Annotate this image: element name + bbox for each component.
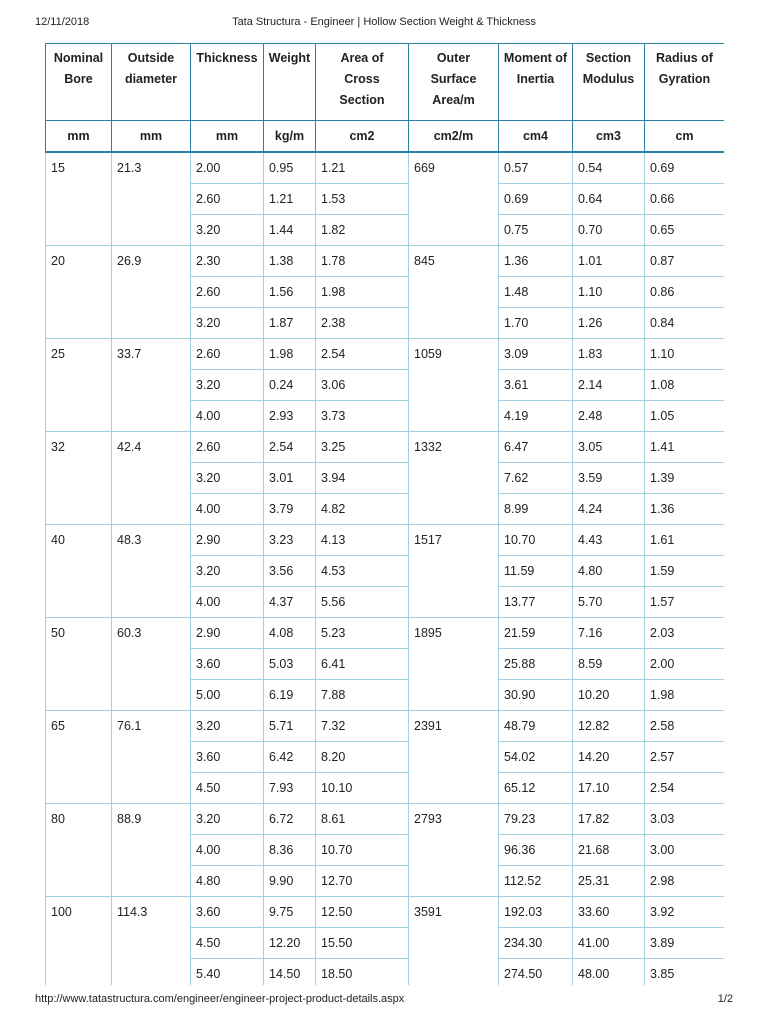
thickness-cell: 2.60 bbox=[191, 432, 264, 463]
radius-of-gyration-cell: 0.66 bbox=[645, 184, 725, 215]
section-modulus-cell: 0.54 bbox=[573, 152, 645, 184]
column-header: Area of Cross Section bbox=[316, 44, 409, 121]
radius-of-gyration-cell: 2.57 bbox=[645, 742, 725, 773]
weight-cell: 4.08 bbox=[264, 618, 316, 649]
radius-of-gyration-cell: 3.03 bbox=[645, 804, 725, 835]
section-modulus-cell: 4.43 bbox=[573, 525, 645, 556]
weight-cell: 3.23 bbox=[264, 525, 316, 556]
outer-surface-area-cell: 1059 bbox=[409, 339, 499, 432]
section-modulus-cell: 12.82 bbox=[573, 711, 645, 742]
unit-header: mm bbox=[191, 121, 264, 153]
section-modulus-cell: 7.16 bbox=[573, 618, 645, 649]
cross-section-area-cell: 4.13 bbox=[316, 525, 409, 556]
cross-section-area-cell: 18.50 bbox=[316, 959, 409, 986]
moment-of-inertia-cell: 7.62 bbox=[499, 463, 573, 494]
cross-section-area-cell: 4.82 bbox=[316, 494, 409, 525]
weight-cell: 4.37 bbox=[264, 587, 316, 618]
thickness-cell: 4.80 bbox=[191, 866, 264, 897]
section-modulus-cell: 0.70 bbox=[573, 215, 645, 246]
thickness-cell: 4.00 bbox=[191, 587, 264, 618]
column-header: Outside diameter bbox=[112, 44, 191, 121]
thickness-cell: 2.60 bbox=[191, 277, 264, 308]
section-modulus-cell: 0.64 bbox=[573, 184, 645, 215]
nominal-bore-cell: 100 bbox=[46, 897, 112, 986]
moment-of-inertia-cell: 4.19 bbox=[499, 401, 573, 432]
radius-of-gyration-cell: 1.57 bbox=[645, 587, 725, 618]
radius-of-gyration-cell: 3.00 bbox=[645, 835, 725, 866]
column-header: Moment of Inertia bbox=[499, 44, 573, 121]
thickness-cell: 3.60 bbox=[191, 742, 264, 773]
section-modulus-cell: 1.83 bbox=[573, 339, 645, 370]
table-row bbox=[46, 339, 725, 370]
weight-cell: 3.01 bbox=[264, 463, 316, 494]
thickness-cell: 4.50 bbox=[191, 773, 264, 804]
radius-of-gyration-cell: 2.54 bbox=[645, 773, 725, 804]
unit-header: cm2/m bbox=[409, 121, 499, 153]
moment-of-inertia-cell: 13.77 bbox=[499, 587, 573, 618]
section-modulus-cell: 41.00 bbox=[573, 928, 645, 959]
outer-surface-area-cell: 1517 bbox=[409, 525, 499, 618]
weight-cell: 1.56 bbox=[264, 277, 316, 308]
radius-of-gyration-cell: 2.00 bbox=[645, 649, 725, 680]
moment-of-inertia-cell: 65.12 bbox=[499, 773, 573, 804]
radius-of-gyration-cell: 0.84 bbox=[645, 308, 725, 339]
moment-of-inertia-cell: 54.02 bbox=[499, 742, 573, 773]
radius-of-gyration-cell: 3.85 bbox=[645, 959, 725, 986]
moment-of-inertia-cell: 112.52 bbox=[499, 866, 573, 897]
moment-of-inertia-cell: 25.88 bbox=[499, 649, 573, 680]
outside-diameter-cell: 114.3 bbox=[112, 897, 191, 986]
table-row bbox=[46, 525, 725, 556]
cross-section-area-cell: 12.50 bbox=[316, 897, 409, 928]
thickness-cell: 2.30 bbox=[191, 246, 264, 277]
nominal-bore-cell: 50 bbox=[46, 618, 112, 711]
thickness-cell: 3.60 bbox=[191, 649, 264, 680]
cross-section-area-cell: 4.53 bbox=[316, 556, 409, 587]
section-modulus-cell: 2.14 bbox=[573, 370, 645, 401]
table-row bbox=[46, 432, 725, 463]
moment-of-inertia-cell: 8.99 bbox=[499, 494, 573, 525]
moment-of-inertia-cell: 192.03 bbox=[499, 897, 573, 928]
thickness-cell: 2.90 bbox=[191, 618, 264, 649]
table-row bbox=[46, 152, 725, 184]
unit-header: cm2 bbox=[316, 121, 409, 153]
weight-cell: 0.95 bbox=[264, 152, 316, 184]
nominal-bore-cell: 40 bbox=[46, 525, 112, 618]
hollow-section-table bbox=[45, 43, 724, 985]
unit-header: mm bbox=[46, 121, 112, 153]
cross-section-area-cell: 8.61 bbox=[316, 804, 409, 835]
cross-section-area-cell: 1.82 bbox=[316, 215, 409, 246]
weight-cell: 1.21 bbox=[264, 184, 316, 215]
section-modulus-cell: 4.80 bbox=[573, 556, 645, 587]
nominal-bore-cell: 15 bbox=[46, 152, 112, 246]
section-modulus-cell: 1.10 bbox=[573, 277, 645, 308]
nominal-bore-cell: 32 bbox=[46, 432, 112, 525]
radius-of-gyration-cell: 3.92 bbox=[645, 897, 725, 928]
radius-of-gyration-cell: 2.58 bbox=[645, 711, 725, 742]
column-header: Outer Surface Area/m bbox=[409, 44, 499, 121]
weight-cell: 5.71 bbox=[264, 711, 316, 742]
thickness-cell: 3.20 bbox=[191, 463, 264, 494]
radius-of-gyration-cell: 0.65 bbox=[645, 215, 725, 246]
nominal-bore-cell: 65 bbox=[46, 711, 112, 804]
thickness-cell: 4.00 bbox=[191, 835, 264, 866]
table-row bbox=[46, 246, 725, 277]
weight-cell: 3.56 bbox=[264, 556, 316, 587]
outer-surface-area-cell: 3591 bbox=[409, 897, 499, 986]
weight-cell: 3.79 bbox=[264, 494, 316, 525]
unit-header: cm4 bbox=[499, 121, 573, 153]
weight-cell: 2.54 bbox=[264, 432, 316, 463]
column-header: Section Modulus bbox=[573, 44, 645, 121]
radius-of-gyration-cell: 3.89 bbox=[645, 928, 725, 959]
weight-cell: 5.03 bbox=[264, 649, 316, 680]
outside-diameter-cell: 26.9 bbox=[112, 246, 191, 339]
thickness-cell: 2.60 bbox=[191, 184, 264, 215]
weight-cell: 1.98 bbox=[264, 339, 316, 370]
moment-of-inertia-cell: 234.30 bbox=[499, 928, 573, 959]
weight-cell: 14.50 bbox=[264, 959, 316, 986]
section-modulus-cell: 1.26 bbox=[573, 308, 645, 339]
weight-cell: 0.24 bbox=[264, 370, 316, 401]
radius-of-gyration-cell: 1.98 bbox=[645, 680, 725, 711]
weight-cell: 9.90 bbox=[264, 866, 316, 897]
unit-header: cm bbox=[645, 121, 725, 153]
cross-section-area-cell: 7.32 bbox=[316, 711, 409, 742]
cross-section-area-cell: 5.56 bbox=[316, 587, 409, 618]
table-row bbox=[46, 618, 725, 649]
thickness-cell: 2.60 bbox=[191, 339, 264, 370]
cross-section-area-cell: 15.50 bbox=[316, 928, 409, 959]
radius-of-gyration-cell: 1.08 bbox=[645, 370, 725, 401]
weight-cell: 6.72 bbox=[264, 804, 316, 835]
column-header: Nominal Bore bbox=[46, 44, 112, 121]
moment-of-inertia-cell: 79.23 bbox=[499, 804, 573, 835]
cross-section-area-cell: 10.70 bbox=[316, 835, 409, 866]
cross-section-area-cell: 3.25 bbox=[316, 432, 409, 463]
moment-of-inertia-cell: 30.90 bbox=[499, 680, 573, 711]
moment-of-inertia-cell: 48.79 bbox=[499, 711, 573, 742]
weight-cell: 1.87 bbox=[264, 308, 316, 339]
thickness-cell: 4.00 bbox=[191, 401, 264, 432]
cross-section-area-cell: 7.88 bbox=[316, 680, 409, 711]
unit-header: mm bbox=[112, 121, 191, 153]
weight-cell: 1.38 bbox=[264, 246, 316, 277]
cross-section-area-cell: 10.10 bbox=[316, 773, 409, 804]
moment-of-inertia-cell: 11.59 bbox=[499, 556, 573, 587]
thickness-cell: 2.00 bbox=[191, 152, 264, 184]
cross-section-area-cell: 3.94 bbox=[316, 463, 409, 494]
weight-cell: 2.93 bbox=[264, 401, 316, 432]
moment-of-inertia-cell: 0.75 bbox=[499, 215, 573, 246]
radius-of-gyration-cell: 1.59 bbox=[645, 556, 725, 587]
unit-header: kg/m bbox=[264, 121, 316, 153]
units-row bbox=[46, 121, 725, 153]
weight-cell: 9.75 bbox=[264, 897, 316, 928]
weight-cell: 12.20 bbox=[264, 928, 316, 959]
cross-section-area-cell: 2.54 bbox=[316, 339, 409, 370]
outside-diameter-cell: 60.3 bbox=[112, 618, 191, 711]
cross-section-area-cell: 1.78 bbox=[316, 246, 409, 277]
moment-of-inertia-cell: 1.36 bbox=[499, 246, 573, 277]
moment-of-inertia-cell: 6.47 bbox=[499, 432, 573, 463]
cross-section-area-cell: 3.06 bbox=[316, 370, 409, 401]
section-modulus-cell: 25.31 bbox=[573, 866, 645, 897]
unit-header: cm3 bbox=[573, 121, 645, 153]
moment-of-inertia-cell: 0.57 bbox=[499, 152, 573, 184]
thickness-cell: 2.90 bbox=[191, 525, 264, 556]
header-row bbox=[46, 44, 725, 121]
radius-of-gyration-cell: 1.39 bbox=[645, 463, 725, 494]
weight-cell: 1.44 bbox=[264, 215, 316, 246]
thickness-cell: 3.20 bbox=[191, 711, 264, 742]
print-header bbox=[35, 16, 733, 32]
cross-section-area-cell: 1.98 bbox=[316, 277, 409, 308]
print-url: http://www.tatastructura.com/engineer/engineer-project-product-details.aspx bbox=[35, 993, 405, 1005]
section-modulus-cell: 2.48 bbox=[573, 401, 645, 432]
section-modulus-cell: 48.00 bbox=[573, 959, 645, 986]
thickness-cell: 3.20 bbox=[191, 556, 264, 587]
radius-of-gyration-cell: 0.86 bbox=[645, 277, 725, 308]
cross-section-area-cell: 1.21 bbox=[316, 152, 409, 184]
print-footer bbox=[35, 993, 733, 1009]
hollow-section-table-container bbox=[45, 43, 724, 985]
weight-cell: 7.93 bbox=[264, 773, 316, 804]
table-row bbox=[46, 804, 725, 835]
radius-of-gyration-cell: 1.41 bbox=[645, 432, 725, 463]
moment-of-inertia-cell: 3.09 bbox=[499, 339, 573, 370]
print-date: 12/11/2018 bbox=[35, 16, 90, 28]
nominal-bore-cell: 80 bbox=[46, 804, 112, 897]
outside-diameter-cell: 42.4 bbox=[112, 432, 191, 525]
column-header: Thickness bbox=[191, 44, 264, 121]
moment-of-inertia-cell: 1.48 bbox=[499, 277, 573, 308]
cross-section-area-cell: 12.70 bbox=[316, 866, 409, 897]
radius-of-gyration-cell: 2.03 bbox=[645, 618, 725, 649]
section-modulus-cell: 3.59 bbox=[573, 463, 645, 494]
cross-section-area-cell: 1.53 bbox=[316, 184, 409, 215]
radius-of-gyration-cell: 1.05 bbox=[645, 401, 725, 432]
outside-diameter-cell: 76.1 bbox=[112, 711, 191, 804]
thickness-cell: 3.60 bbox=[191, 897, 264, 928]
outside-diameter-cell: 21.3 bbox=[112, 152, 191, 246]
radius-of-gyration-cell: 0.87 bbox=[645, 246, 725, 277]
outer-surface-area-cell: 669 bbox=[409, 152, 499, 246]
nominal-bore-cell: 20 bbox=[46, 246, 112, 339]
outer-surface-area-cell: 845 bbox=[409, 246, 499, 339]
thickness-cell: 4.00 bbox=[191, 494, 264, 525]
moment-of-inertia-cell: 96.36 bbox=[499, 835, 573, 866]
weight-cell: 6.42 bbox=[264, 742, 316, 773]
moment-of-inertia-cell: 1.70 bbox=[499, 308, 573, 339]
thickness-cell: 3.20 bbox=[191, 370, 264, 401]
section-modulus-cell: 4.24 bbox=[573, 494, 645, 525]
cross-section-area-cell: 6.41 bbox=[316, 649, 409, 680]
page-number: 1/2 bbox=[717, 993, 733, 1005]
section-modulus-cell: 21.68 bbox=[573, 835, 645, 866]
radius-of-gyration-cell: 1.10 bbox=[645, 339, 725, 370]
section-modulus-cell: 17.10 bbox=[573, 773, 645, 804]
cross-section-area-cell: 5.23 bbox=[316, 618, 409, 649]
cross-section-area-cell: 2.38 bbox=[316, 308, 409, 339]
print-page-title: Tata Structura - Engineer | Hollow Section Weight & Thickness bbox=[232, 16, 536, 28]
thickness-cell: 4.50 bbox=[191, 928, 264, 959]
column-header: Weight bbox=[264, 44, 316, 121]
weight-cell: 8.36 bbox=[264, 835, 316, 866]
cross-section-area-cell: 3.73 bbox=[316, 401, 409, 432]
table-row bbox=[46, 711, 725, 742]
moment-of-inertia-cell: 10.70 bbox=[499, 525, 573, 556]
thickness-cell: 3.20 bbox=[191, 804, 264, 835]
weight-cell: 6.19 bbox=[264, 680, 316, 711]
outside-diameter-cell: 33.7 bbox=[112, 339, 191, 432]
thickness-cell: 3.20 bbox=[191, 215, 264, 246]
radius-of-gyration-cell: 1.36 bbox=[645, 494, 725, 525]
section-modulus-cell: 3.05 bbox=[573, 432, 645, 463]
outer-surface-area-cell: 1895 bbox=[409, 618, 499, 711]
thickness-cell: 5.00 bbox=[191, 680, 264, 711]
outer-surface-area-cell: 2391 bbox=[409, 711, 499, 804]
table-row bbox=[46, 897, 725, 928]
thickness-cell: 5.40 bbox=[191, 959, 264, 986]
radius-of-gyration-cell: 0.69 bbox=[645, 152, 725, 184]
section-modulus-cell: 14.20 bbox=[573, 742, 645, 773]
thickness-cell: 3.20 bbox=[191, 308, 264, 339]
section-modulus-cell: 10.20 bbox=[573, 680, 645, 711]
moment-of-inertia-cell: 3.61 bbox=[499, 370, 573, 401]
radius-of-gyration-cell: 2.98 bbox=[645, 866, 725, 897]
section-modulus-cell: 5.70 bbox=[573, 587, 645, 618]
cross-section-area-cell: 8.20 bbox=[316, 742, 409, 773]
section-modulus-cell: 33.60 bbox=[573, 897, 645, 928]
nominal-bore-cell: 25 bbox=[46, 339, 112, 432]
outside-diameter-cell: 48.3 bbox=[112, 525, 191, 618]
section-modulus-cell: 1.01 bbox=[573, 246, 645, 277]
moment-of-inertia-cell: 0.69 bbox=[499, 184, 573, 215]
outside-diameter-cell: 88.9 bbox=[112, 804, 191, 897]
table-body bbox=[46, 152, 725, 985]
section-modulus-cell: 8.59 bbox=[573, 649, 645, 680]
moment-of-inertia-cell: 21.59 bbox=[499, 618, 573, 649]
outer-surface-area-cell: 2793 bbox=[409, 804, 499, 897]
moment-of-inertia-cell: 274.50 bbox=[499, 959, 573, 986]
radius-of-gyration-cell: 1.61 bbox=[645, 525, 725, 556]
column-header: Radius of Gyration bbox=[645, 44, 725, 121]
outer-surface-area-cell: 1332 bbox=[409, 432, 499, 525]
section-modulus-cell: 17.82 bbox=[573, 804, 645, 835]
